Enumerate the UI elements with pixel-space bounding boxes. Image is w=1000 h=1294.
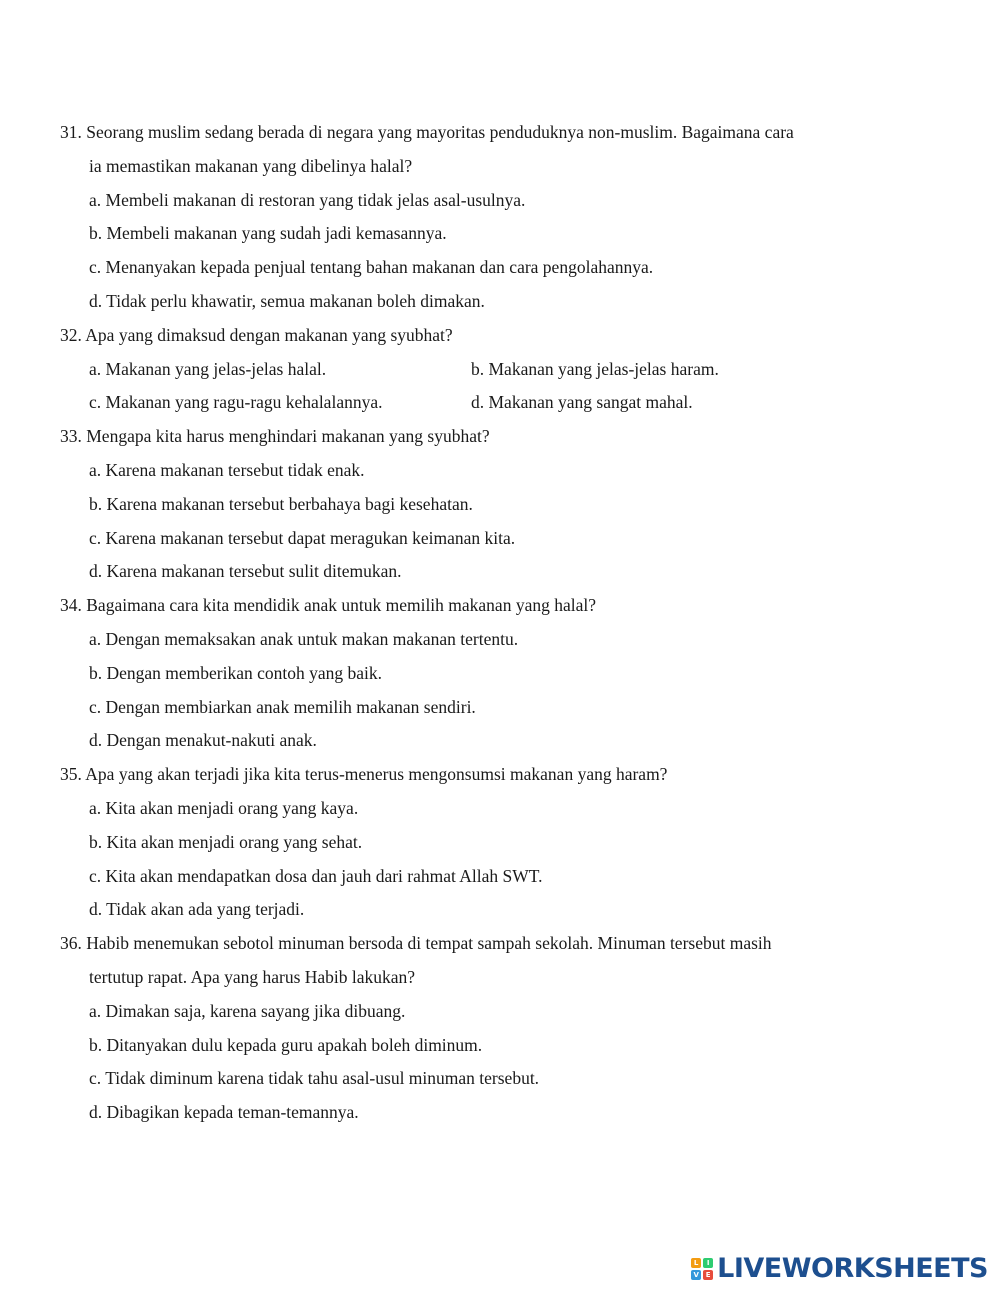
- question-text: 33. Mengapa kita harus menghindari makanan yang syubhat?: [60, 426, 490, 447]
- question-32: [60, 319, 940, 420]
- question-text-continued: tertutup rapat. Apa yang harus Habib lakukan?: [89, 966, 416, 987]
- question-text: 36. Habib menemukan sebotol minuman bersoda di tempat sampah sekolah. Minuman tersebut masih: [60, 933, 772, 954]
- option-d[interactable]: d. Dengan menakut-nakuti anak.: [89, 730, 317, 751]
- option-a[interactable]: a. Dengan memaksakan anak untuk makan makanan tertentu.: [89, 628, 519, 649]
- logo-tile: L: [691, 1258, 701, 1268]
- option-c[interactable]: c. Karena makanan tersebut dapat meragukan keimanan kita.: [89, 527, 516, 548]
- question-36: [60, 927, 940, 1130]
- option-c[interactable]: c. Kita akan mendapatkan dosa dan jauh dari rahmat Allah SWT.: [89, 865, 543, 886]
- option-d[interactable]: d. Karena makanan tersebut sulit ditemukan.: [89, 561, 402, 582]
- question-text-continued: ia memastikan makanan yang dibelinya halal?: [89, 155, 413, 176]
- option-b[interactable]: b. Ditanyakan dulu kepada guru apakah boleh diminum.: [89, 1034, 483, 1055]
- option-c[interactable]: c. Makanan yang ragu-ragu kehalalannya.: [89, 392, 383, 413]
- logo-tile: V: [691, 1270, 701, 1280]
- option-d[interactable]: d. Tidak perlu khawatir, semua makanan boleh dimakan.: [89, 290, 485, 311]
- question-text: 35. Apa yang akan terjadi jika kita terus-menerus mengonsumsi makanan yang haram?: [60, 764, 668, 785]
- option-d[interactable]: d. Tidak akan ada yang terjadi.: [89, 899, 305, 920]
- option-d[interactable]: d. Makanan yang sangat mahal.: [471, 392, 693, 413]
- option-b[interactable]: b. Karena makanan tersebut berbahaya bagi kesehatan.: [89, 493, 473, 514]
- option-b[interactable]: b. Kita akan menjadi orang yang sehat.: [89, 831, 363, 852]
- option-a[interactable]: a. Karena makanan tersebut tidak enak.: [89, 459, 365, 480]
- question-text: 34. Bagaimana cara kita mendidik anak untuk memilih makanan yang halal?: [60, 595, 596, 616]
- option-b[interactable]: b. Makanan yang jelas-jelas haram.: [471, 358, 719, 379]
- worksheet: [60, 116, 940, 1130]
- question-text: 32. Apa yang dimaksud dengan makanan yang syubhat?: [60, 324, 453, 345]
- option-row: [60, 386, 940, 420]
- option-row: [60, 353, 940, 387]
- question-text: 31. Seorang muslim sedang berada di negara yang mayoritas penduduknya non-muslim. Bagaimana cara: [60, 122, 794, 142]
- option-b[interactable]: b. Membeli makanan yang sudah jadi kemasannya.: [89, 223, 447, 244]
- option-c[interactable]: c. Dengan membiarkan anak memilih makanan sendiri.: [89, 696, 476, 717]
- logo-grid-icon: [691, 1258, 713, 1280]
- logo-tile: I: [703, 1258, 713, 1268]
- option-a[interactable]: a. Makanan yang jelas-jelas halal.: [89, 358, 327, 379]
- question-33: [60, 420, 940, 589]
- question-35: [60, 758, 940, 927]
- logo-text: LIVEWORKSHEETS: [717, 1253, 988, 1284]
- option-c[interactable]: c. Menanyakan kepada penjual tentang bahan makanan dan cara pengolahannya.: [89, 257, 654, 278]
- option-a[interactable]: a. Membeli makanan di restoran yang tidak jelas asal-usulnya.: [89, 189, 526, 210]
- question-34: [60, 589, 940, 758]
- option-b[interactable]: b. Dengan memberikan contoh yang baik.: [89, 662, 383, 683]
- logo-tile: E: [703, 1270, 713, 1280]
- option-d[interactable]: d. Dibagikan kepada teman-temannya.: [89, 1102, 359, 1123]
- option-a[interactable]: a. Dimakan saja, karena sayang jika dibuang.: [89, 1000, 406, 1021]
- option-c[interactable]: c. Tidak diminum karena tidak tahu asal-usul minuman tersebut.: [89, 1068, 540, 1089]
- option-a[interactable]: a. Kita akan menjadi orang yang kaya.: [89, 797, 359, 818]
- liveworksheets-logo: [691, 1253, 988, 1284]
- question-31: [60, 116, 940, 319]
